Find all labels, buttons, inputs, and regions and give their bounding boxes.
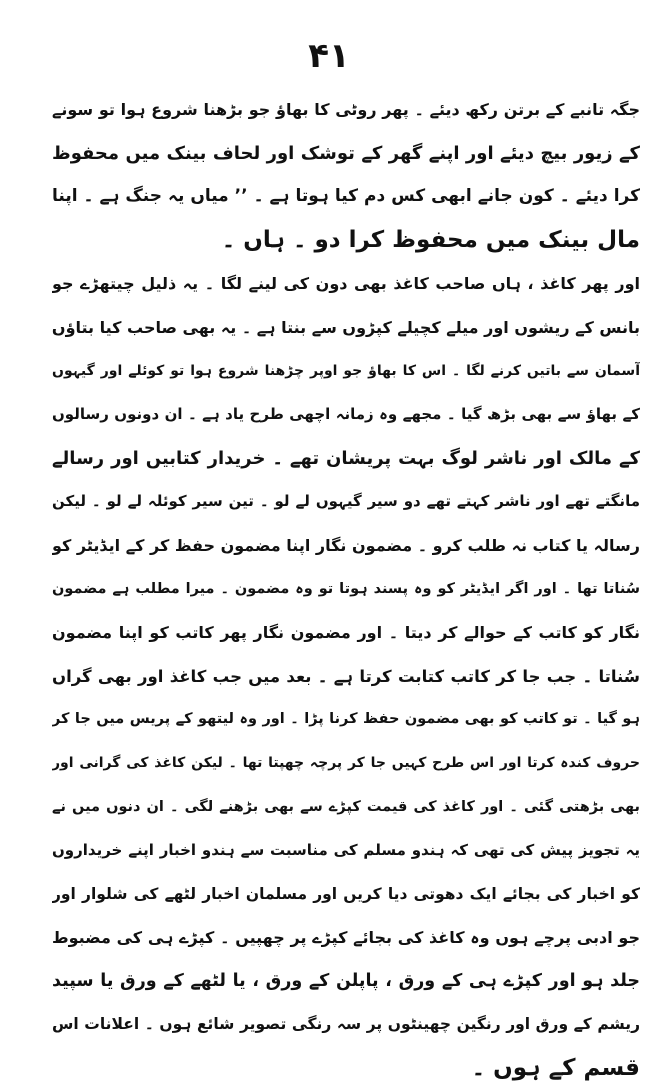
text-line: بھی بڑھتی گئی ۔ اور کاغذ کی قیمت کپڑے سے بھی بڑھنے لگی ۔ ان دنوں میں نے: [52, 798, 640, 815]
text-line: کے بھاؤ سے بھی بڑھ گیا ۔ مجھے وہ زمانہ اچھی طرح یاد ہے ۔ ان دونوں رسالوں: [52, 405, 640, 424]
text-line: یہ تجویز پیش کی تھی کہ ہندو مسلم کی مناسبت سے ہندو اخبار اپنے خریداروں: [52, 841, 640, 860]
text-line: بانس کے ریشوں اور میلے کچیلے کپڑوں سے بنتا ہے ۔ یہ بھی صاحب کیا بتاؤں: [52, 317, 640, 337]
text-line: آسمان سے باتیں کرنے لگا ۔ اس کا بھاؤ جو اوپر چڑھنا شروع ہوا تو کوئلے اور گیہوں: [52, 362, 640, 379]
text-line: جگہ تانبے کے برتن رکھ دیئے ۔ پھر روٹی کا بھاؤ جو بڑھنا شروع ہوا تو سونے: [52, 100, 640, 119]
text-line: کرا دیئے ۔ کون جانے ابھی کس دم کیا ہوتا ہے ۔ ’’ میاں یہ جنگ ہے ۔ اپنا: [52, 186, 640, 207]
text-line: کے زیور بیچ دیئے اور اپنے گھر کے توشک اور لحاف بینک میں محفوظ: [52, 142, 640, 164]
text-line: قسم کے ہوں ۔: [471, 1055, 640, 1082]
text-line: مانگتے تھے اور ناشر کہتے تھے دو سیر گیہوں لے لو ۔ تین سیر کوئلہ لے لو ۔ لیکن: [52, 492, 640, 511]
text-line: مال بینک میں محفوظ کرا دو ۔ ہاں ۔: [221, 226, 640, 253]
page-number: ۴۱: [308, 36, 350, 76]
text-line: سُناتا ۔ جب جا کر کاتب کتابت کرتا ہے ۔ بعد میں جب کاغذ اور بھی گراں: [52, 666, 640, 686]
text-line: کو اخبار کی بجائے ایک دھوتی دیا کریں اور مسلمان اخبار لٹھے کی شلوار اور: [52, 884, 640, 903]
text-line: نگار کو کاتب کے حوالے کر دیتا ۔ اور مضمون نگار پھر کاتب کو اپنا مضمون: [52, 623, 640, 643]
text-line: جو ادبی پرچے ہوں وہ کاغذ کی بجائے کپڑے پر چھپیں ۔ کپڑے ہی کی مضبوط: [52, 928, 640, 948]
text-line: سُناتا تھا ۔ اور اگر ایڈیٹر کو وہ پسند ہوتا تو وہ مضمون ۔ میرا مطلب ہے مضمون: [52, 580, 640, 597]
text-line: کے مالک اور ناشر لوگ بہت پریشان تھے ۔ خریدار کتابیں اور رسالے: [52, 447, 640, 469]
body-text: [52, 88, 640, 1091]
text-line: اور پھر کاغذ ، ہاں صاحب کاغذ بھی دون کی لینے لگا ۔ یہ ذلیل چیتھڑے جو: [52, 274, 640, 294]
text-line: رسالہ یا کتاب نہ طلب کرو ۔ مضمون نگار اپنا مضمون حفظ کر کے ایڈیٹر کو: [52, 535, 640, 555]
text-line: ریشم کے ورق اور رنگین چھینٹوں پر سہ رنگی تصویر شائع ہوں ۔ اعلانات اس: [52, 1015, 640, 1034]
text-line: ہو گیا ۔ تو کاتب کو بھی مضمون حفظ کرنا پڑا ۔ اور وہ لیتھو کے پریس میں جا کر: [52, 711, 640, 728]
text-line: جلد ہو اور کپڑے ہی کے ورق ، پاپلن کے ورق ، یا لٹھے کے ورق یا سپید: [52, 970, 640, 991]
text-line: حروف کندہ کرتا اور اس طرح کہیں جا کر پرچہ چھپتا تھا ۔ لیکن کاغذ کی گرانی اور: [52, 754, 640, 771]
